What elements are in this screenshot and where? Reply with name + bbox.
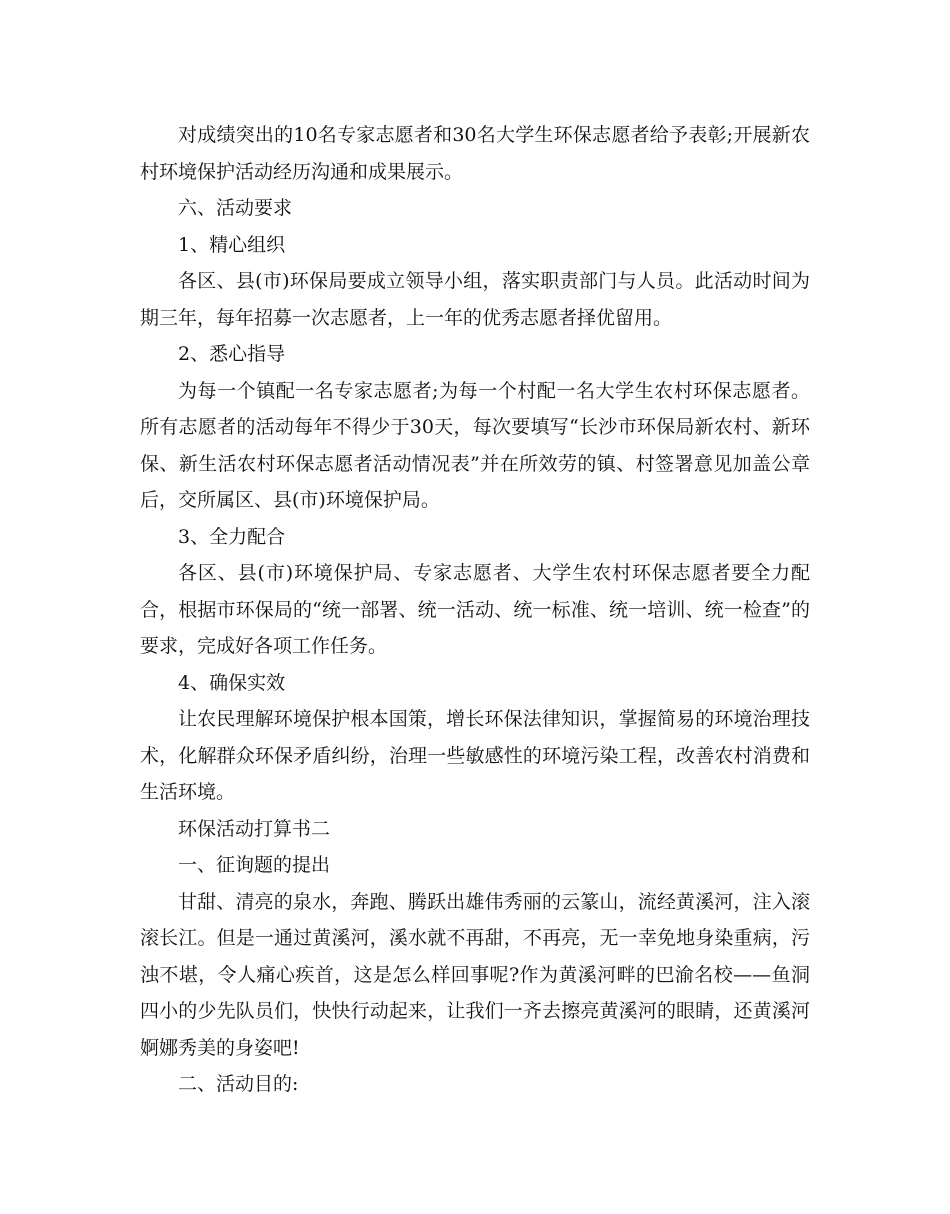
subheading-ensure-effect: 4、确保实效 — [178, 671, 286, 694]
subheading-full-cooperation: 3、全力配合 — [178, 525, 286, 548]
paragraph-cooperation: 各区、县(市)环境保护局、专家志愿者、大学生农村环保志愿者要全力配合，根据市环保局的“统一部署、统一活动、统一标准、统一培训、统一检查”的要求，完成好各项工作任务。 — [140, 562, 810, 657]
paragraph-organization: 各区、县(市)环保局要成立领导小组，落实职责部门与人员。此活动时间为期三年，每年招募一次志愿者，上一年的优秀志愿者择优留用。 — [140, 270, 810, 329]
subheading-careful-organization: 1、精心组织 — [178, 233, 286, 256]
heading-problem-statement: 一、征询题的提出 — [178, 854, 331, 876]
paragraph-commendation: 对成绩突出的10名专家志愿者和30名大学生环保志愿者给予表彰;开展新农村环境保护活动经历沟通和成果展示。 — [140, 124, 810, 183]
subheading-careful-guidance: 2、悉心指导 — [178, 343, 286, 365]
heading-activity-purpose: 二、活动目的: — [178, 1073, 299, 1095]
paragraph-problem: 甘甜、清亮的泉水，奔跑、腾跃出雄伟秀丽的云篆山，流经黄溪河，注入滚滚长江。但是一通过黄溪河，溪水就不再甜，不再亮，无一幸免地身染重病，污浊不堪，令人痛心疾首，这是怎么样回事呢?作为黄溪河畔的巴渝名校——鱼洞四小的少先队员们，快快行动起来，让我们一齐去擦亮黄溪河的眼睛，还黄溪河婀娜秀美的身姿吧! — [140, 890, 810, 1059]
section-title-plan-two: 环保活动打算书二 — [178, 817, 331, 840]
paragraph-effect: 让农民理解环境保护根本国策，增长环保法律知识，掌握简易的环境治理技术，化解群众环保矛盾纠纷，治理一些敏感性的环境污染工程，改善农村消费和生活环境。 — [140, 708, 810, 803]
paragraph-guidance: 为每一个镇配一名专家志愿者;为每一个村配一名大学生农村环保志愿者。所有志愿者的活动每年不得少于30天，每次要填写“长沙市环保局新农村、新环保、新生活农村环保志愿者活动情况表”并在所效劳的镇、村签署意见加盖公章后，交所属区、县(市)环境保护局。 — [140, 379, 810, 511]
heading-activity-requirements: 六、活动要求 — [178, 197, 293, 219]
